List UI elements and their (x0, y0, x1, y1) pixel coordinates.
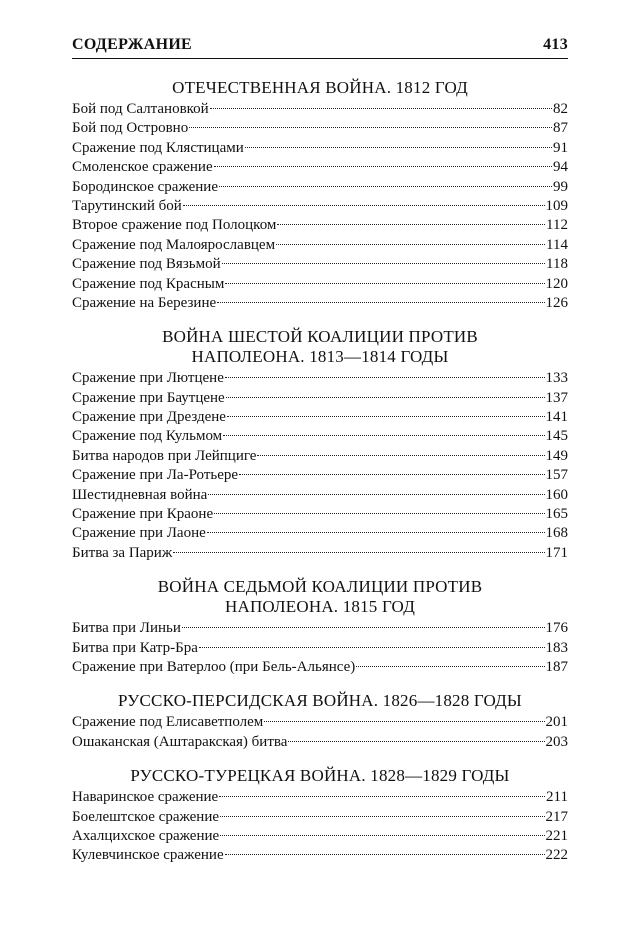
toc-entry-label: Сражение под Вязьмой (72, 256, 221, 273)
section-title-line: НАПОЛЕОНА. 1815 ГОД (225, 597, 415, 617)
toc-entry (72, 658, 568, 677)
toc-entry-label: Бой под Салтановкой (72, 101, 209, 117)
dot-leader (217, 302, 544, 303)
dot-leader (223, 435, 544, 436)
section-title-line: РУССКО-ТУРЕЦКАЯ ВОЙНА. 1828—1829 ГОДЫ (130, 766, 510, 786)
toc-entry (72, 713, 568, 732)
toc-entry-page: 211 (546, 789, 568, 806)
running-header-title: СОДЕРЖАНИЕ (72, 36, 193, 53)
toc-entry-page: 91 (553, 139, 568, 156)
toc-entry-page: 82 (553, 101, 568, 117)
section-title (72, 327, 568, 367)
toc-entry (72, 505, 568, 524)
dot-leader (214, 513, 544, 514)
toc-entry (72, 788, 568, 807)
toc-entry (72, 524, 568, 543)
toc-entry (72, 427, 568, 446)
dot-leader (245, 147, 552, 148)
toc-entry-label: Битва за Париж (72, 544, 173, 561)
toc-entry-label: Сражение при Лютцене (72, 370, 224, 387)
toc-entry-label: Сражение при Дрездене (72, 409, 226, 426)
dot-leader (225, 854, 545, 855)
dot-leader (356, 666, 544, 667)
running-header (72, 36, 568, 54)
toc-entry-label: Битва при Линьи (72, 620, 181, 637)
page-number: 413 (543, 36, 568, 53)
dot-leader (239, 474, 544, 475)
dot-leader (276, 244, 545, 245)
toc-entry (72, 639, 568, 658)
toc-entry-label: Второе сражение под Полоцком (72, 217, 277, 234)
dot-leader (220, 816, 544, 817)
toc-entry-label: Кулевчинское сражение (72, 847, 224, 864)
dot-leader (189, 127, 552, 128)
toc-entry-page: 112 (546, 217, 568, 234)
toc-entry-page: 114 (546, 236, 568, 253)
toc-entry-label: Наваринское сражение (72, 789, 219, 806)
dot-leader (199, 647, 545, 648)
toc-entry (72, 369, 568, 388)
toc-entry-page: 120 (545, 275, 568, 292)
toc-entry-label: Сражение при Баутцене (72, 389, 225, 406)
toc-entry-page: 221 (545, 827, 568, 844)
toc-entry-page: 217 (545, 808, 568, 825)
toc-entry (72, 389, 568, 408)
section-title (72, 691, 568, 711)
toc-entry-label: Сражение при Лаоне (72, 525, 206, 542)
toc-entry-page: 201 (545, 714, 568, 731)
toc-entry-page: 171 (545, 544, 568, 561)
toc-entry-label: Сражение под Кульмом (72, 428, 223, 445)
toc-entry-page: 109 (545, 197, 568, 214)
dot-leader (182, 627, 545, 628)
toc-entry-page: 165 (545, 506, 568, 523)
toc-entry-page: 157 (545, 467, 568, 484)
toc-entry (72, 447, 568, 466)
toc-section (72, 577, 568, 677)
toc-entry-page: 183 (545, 639, 568, 656)
toc-entry (72, 216, 568, 235)
toc-entry-page: 160 (545, 486, 568, 503)
dot-leader (219, 796, 545, 797)
toc-entry-page: 94 (553, 159, 568, 176)
toc-entry (72, 827, 568, 846)
section-title-line: РУССКО-ПЕРСИДСКАЯ ВОЙНА. 1826—1828 ГОДЫ (118, 691, 522, 711)
dot-leader (225, 377, 545, 378)
toc-entry-page: 118 (546, 256, 568, 273)
section-title-line: ВОЙНА ШЕСТОЙ КОАЛИЦИИ ПРОТИВ (162, 327, 478, 347)
toc-section (72, 766, 568, 866)
toc-entry (72, 158, 568, 177)
dot-leader (183, 205, 545, 206)
toc-entry-label: Сражение под Елисаветполем (72, 714, 264, 731)
toc-entry-page: 133 (545, 370, 568, 387)
toc-entry-label: Сражение под Красным (72, 275, 225, 292)
table-of-contents (72, 78, 568, 880)
section-title (72, 577, 568, 617)
toc-entry-label: Тарутинский бой (72, 197, 182, 214)
toc-entry-label: Ошаканская (Аштаракская) битва (72, 733, 288, 750)
toc-entry-label: Смоленское сражение (72, 159, 213, 176)
toc-section (72, 78, 568, 313)
toc-entry-label: Ахалцихское сражение (72, 827, 220, 844)
dot-leader (225, 283, 544, 284)
section-title (72, 78, 568, 98)
dot-leader (277, 224, 545, 225)
dot-leader (226, 397, 545, 398)
dot-leader (257, 455, 544, 456)
toc-entry (72, 486, 568, 505)
section-title-line: ОТЕЧЕСТВЕННАЯ ВОЙНА. 1812 ГОД (172, 78, 468, 97)
toc-entry (72, 544, 568, 563)
section-title-line: ВОЙНА СЕДЬМОЙ КОАЛИЦИИ ПРОТИВ (157, 577, 483, 597)
toc-entry-page: 126 (545, 294, 568, 311)
toc-entry-label: Бой под Островно (72, 120, 189, 137)
header-rule (72, 58, 568, 59)
toc-entry (72, 255, 568, 274)
section-title (72, 766, 568, 786)
dot-leader (222, 263, 545, 264)
toc-section (72, 327, 568, 563)
toc-entry-label: Бородинское сражение (72, 178, 218, 195)
dot-leader (227, 416, 545, 417)
toc-entry-label: Сражение при Ватерлоо (при Бель-Альянсе) (72, 658, 356, 675)
toc-entry (72, 139, 568, 158)
toc-entry-label: Битва при Катр-Бра (72, 639, 198, 656)
toc-entry (72, 733, 568, 752)
toc-entry (72, 408, 568, 427)
toc-entry (72, 197, 568, 216)
toc-entry-label: Сражение при Ла-Ротьере (72, 467, 239, 484)
dot-leader (220, 835, 544, 836)
toc-entry-page: 187 (545, 658, 568, 675)
toc-entry-label: Сражение под Малоярославцем (72, 236, 276, 253)
dot-leader (219, 186, 552, 187)
dot-leader (288, 741, 544, 742)
toc-entry-label: Сражение при Краоне (72, 506, 214, 523)
dot-leader (207, 532, 545, 533)
toc-entry-label: Шестидневная война (72, 486, 208, 503)
toc-entry-page: 149 (545, 447, 568, 464)
toc-entry-label: Сражение на Березине (72, 294, 217, 311)
toc-entry-page: 141 (545, 409, 568, 426)
toc-entry (72, 236, 568, 255)
dot-leader (173, 552, 544, 553)
toc-entry-page: 203 (545, 733, 568, 750)
toc-entry-page: 145 (545, 428, 568, 445)
toc-entry-page: 168 (545, 525, 568, 542)
dot-leader (208, 494, 544, 495)
toc-entry-page: 222 (545, 847, 568, 864)
toc-entry-page: 87 (553, 120, 568, 137)
toc-entry (72, 846, 568, 865)
toc-entry-page: 176 (545, 620, 568, 637)
dot-leader (264, 721, 544, 722)
toc-entry (72, 808, 568, 827)
toc-entry (72, 294, 568, 313)
toc-entry (72, 466, 568, 485)
toc-entry (72, 119, 568, 138)
toc-entry-page: 137 (545, 389, 568, 406)
dot-leader (214, 166, 552, 167)
toc-entry-label: Сражение под Клястицами (72, 139, 244, 156)
toc-entry-label: Битва народов при Лейпциге (72, 447, 257, 464)
toc-entry (72, 178, 568, 197)
toc-entry-page: 99 (553, 178, 568, 195)
toc-entry (72, 275, 568, 294)
dot-leader (210, 108, 552, 109)
toc-section (72, 691, 568, 752)
toc-entry-label: Боелештское сражение (72, 808, 220, 825)
toc-entry (72, 619, 568, 638)
section-title-line: НАПОЛЕОНА. 1813—1814 ГОДЫ (191, 347, 449, 367)
toc-entry (72, 100, 568, 119)
